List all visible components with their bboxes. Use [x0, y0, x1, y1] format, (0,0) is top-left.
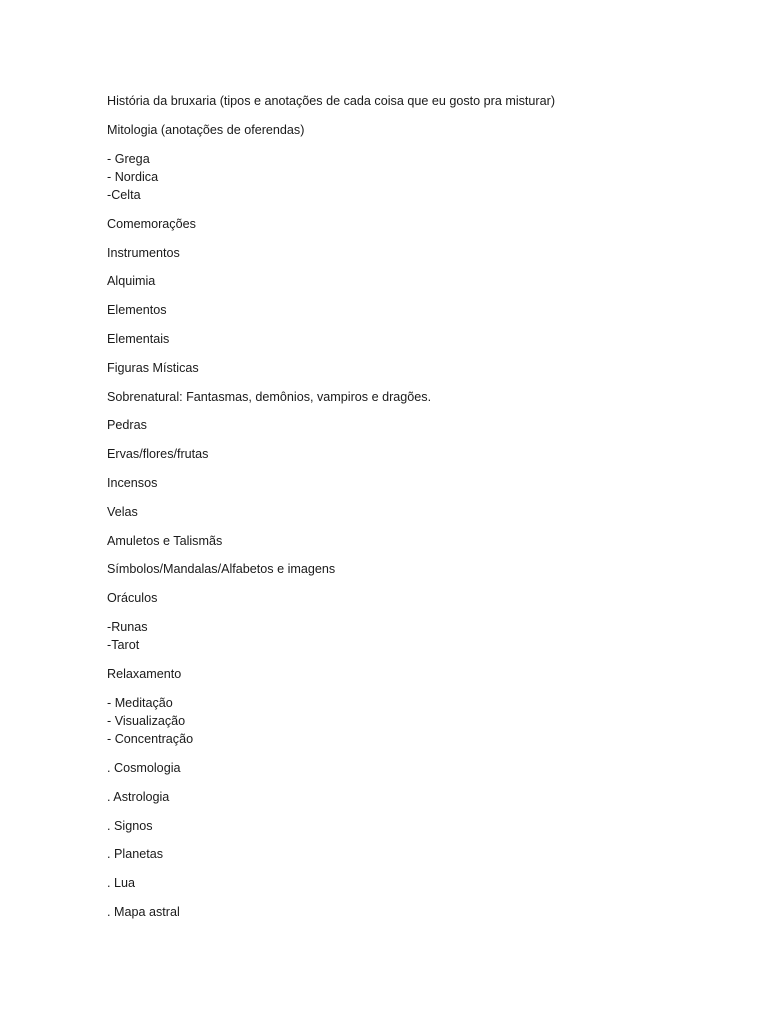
document-paragraph [107, 388, 727, 406]
text-line: - Nordica [107, 169, 159, 184]
document-paragraph [107, 244, 727, 262]
document-paragraph [107, 788, 727, 806]
document-paragraph [107, 92, 727, 110]
text-line: Símbolos/Mandalas/Alfabetos e imagens [107, 562, 336, 577]
document-paragraph [107, 121, 727, 139]
text-line: . Mapa astral [107, 904, 180, 919]
document-paragraph [107, 560, 727, 578]
document-paragraph [107, 272, 727, 290]
text-line: -Tarot [107, 638, 140, 653]
text-line: Elementos [107, 303, 167, 318]
text-line: Alquimia [107, 274, 156, 289]
document-paragraph [107, 359, 727, 377]
text-line: . Astrologia [107, 789, 170, 804]
document-paragraph [107, 589, 727, 607]
document-paragraph [107, 694, 727, 749]
text-line: - Meditação [107, 695, 173, 710]
text-line: Pedras [107, 418, 147, 433]
document-paragraph [107, 416, 727, 434]
document-paragraph [107, 301, 727, 319]
document-paragraph [107, 215, 727, 233]
text-line: Ervas/flores/frutas [107, 447, 209, 462]
text-line: . Planetas [107, 847, 164, 862]
text-line: Amuletos e Talismãs [107, 533, 223, 548]
document-paragraph [107, 759, 727, 777]
document-paragraph [107, 503, 727, 521]
text-line: . Cosmologia [107, 760, 181, 775]
document-paragraph [107, 474, 727, 492]
document-paragraph [107, 618, 727, 654]
text-line: Sobrenatural: Fantasmas, demônios, vampiros e dragões. [107, 389, 432, 404]
document-paragraph [107, 665, 727, 683]
document-paragraph [107, 532, 727, 550]
text-line: Figuras Místicas [107, 360, 199, 375]
document-paragraph [107, 874, 727, 892]
text-line: - Visualização [107, 713, 186, 728]
text-line: - Concentração [107, 732, 194, 747]
text-line: Velas [107, 504, 138, 519]
document-paragraph [107, 903, 727, 921]
document-paragraph [107, 445, 727, 463]
document-body [107, 92, 727, 932]
document-paragraph [107, 330, 727, 348]
text-line: Instrumentos [107, 245, 180, 260]
text-line: História da bruxaria (tipos e anotações de cada coisa que eu gosto pra misturar) [107, 94, 556, 108]
document-paragraph [107, 845, 727, 863]
text-line: Relaxamento [107, 666, 182, 681]
text-line: . Signos [107, 818, 153, 833]
document-paragraph [107, 817, 727, 835]
text-line: Incensos [107, 475, 158, 490]
text-line: - Grega [107, 151, 150, 166]
text-line: -Celta [107, 188, 141, 202]
text-line: -Runas [107, 619, 148, 634]
text-line: . Lua [107, 876, 136, 891]
text-line: Elementais [107, 331, 170, 346]
text-line: Mitologia (anotações de oferendas) [107, 122, 305, 137]
text-line: Comemorações [107, 216, 196, 231]
text-line: Oráculos [107, 591, 158, 606]
document-paragraph [107, 150, 727, 205]
